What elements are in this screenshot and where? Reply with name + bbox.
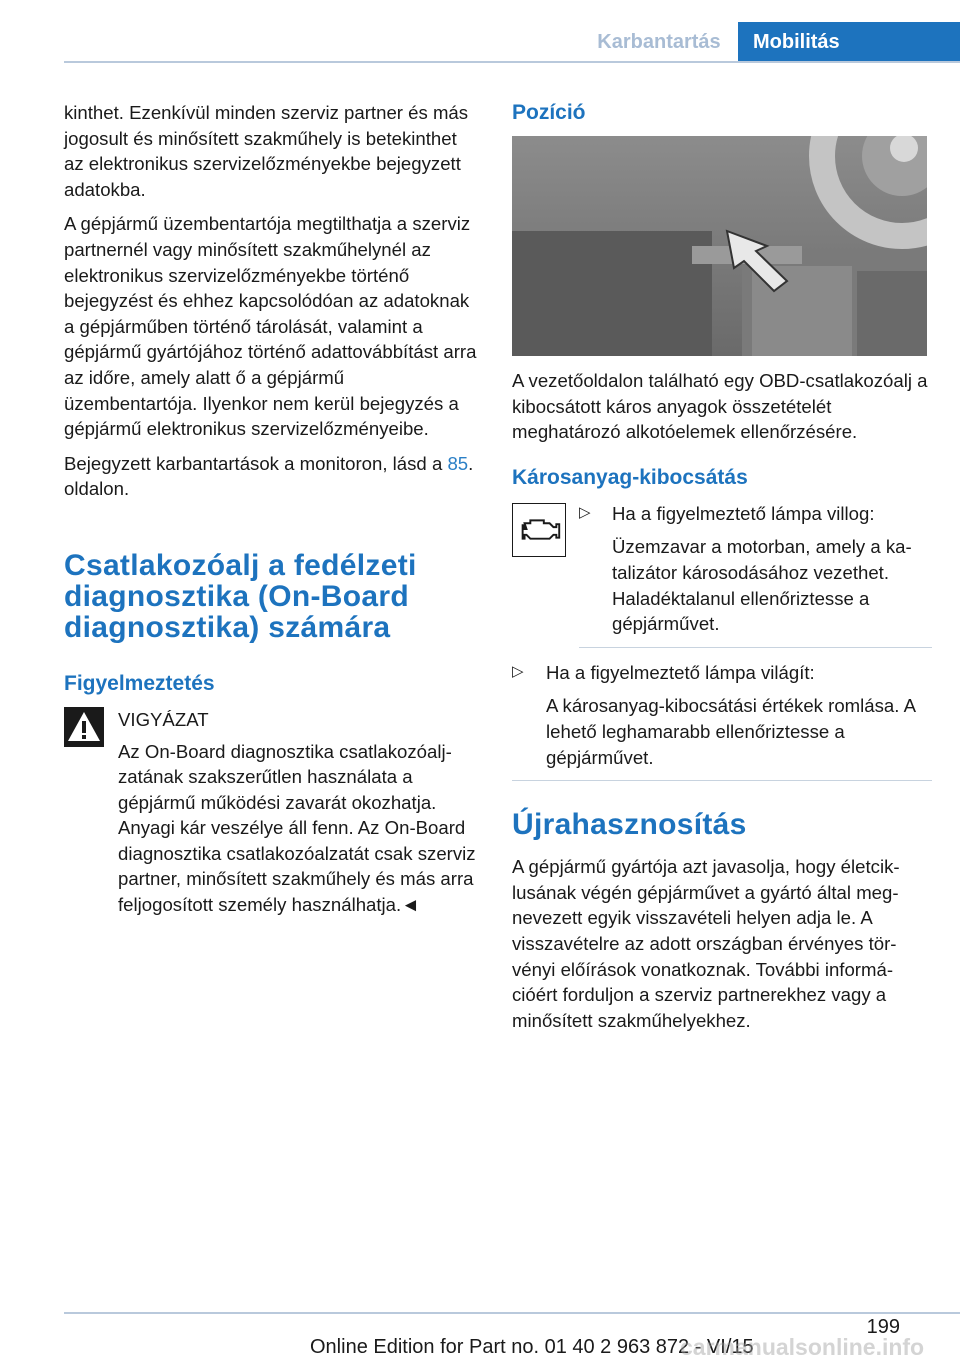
page-link[interactable]: 85 [447, 452, 469, 474]
paragraph-2: A gépjármű üzembentartója megtilthatja a szerviz partnernél vagy minősített szakműhelynél az elektronikus szervizelőzményekbe történő bejegyzést és ehhez kapcsolódóan az adatoknak a gépjárműben történő tárolását, valamint a gépjármű gyártójához történő adattovábbítást arra az időre, amely alatt ő a gépjármű üzembentartója. Ilyenkor nem kerül bejegyzés a gépjármű elektronikus szervizelőzményeibe. [64, 213, 477, 440]
photo-caption: A vezetőoldalon található egy OBD-csatlakozóalj a kibocsátott káros anyagok összetételét meghatározó alkotóelemek ellenőrzésére. [512, 370, 928, 443]
paragraph-3-text-b: . oldalon. [64, 452, 474, 500]
emissions-block [512, 501, 932, 660]
section-title-recycling: Újrahasznosítás [512, 808, 747, 842]
obd-location-photo [512, 136, 927, 356]
bullet-triangle-icon: ▷ [579, 503, 591, 521]
subsection-title-position: Pozíció [512, 101, 586, 124]
list-item [512, 660, 932, 781]
subsection-title-warning: Figyelmeztetés [64, 671, 215, 695]
edition-text: Online Edition for Part no. 01 40 2 963 872 - VI/15 [310, 1336, 754, 1358]
warning-triangle-icon [64, 707, 104, 747]
bullet-triangle-icon: ▷ [512, 662, 524, 680]
footer-rule [64, 1312, 960, 1314]
header-rule [64, 61, 960, 63]
warning-text: Az On-Board diagnosztika csatlakozóaljzatának szakszerűtlen használata a gépjármű működési zavarát okozhatja. Anyagi kár veszélye áll fenn. Az On-Board diagnosztika csatlakozóalzatát csak szerviz partner, minősített szakműhely és más arra feljogosított személy használhatja.◄ [118, 740, 476, 916]
item-2-text: A károsanyag-kibocsátási értékek romlása. A lehető leghamarabb ellenőriztesse a gépjárművet. [546, 695, 915, 768]
emissions-list [579, 501, 932, 660]
left-column [64, 100, 479, 927]
item-1-title: Ha a figyelmeztető lámpa villog: [612, 502, 875, 524]
tab-mobilitas[interactable]: Mobilitás [738, 22, 960, 63]
watermark: carmanualsonline.info [680, 1334, 925, 1360]
item-2-title: Ha a figyelmeztető lámpa világít: [546, 661, 815, 683]
list-item [579, 501, 932, 648]
warning-block [64, 707, 479, 918]
section-title-obd: Csatlakozóalj a fedélzeti diagnosztika (On-Board diagnosztika) számára [64, 548, 417, 644]
paragraph-3-text-a: Bejegyzett karbantartások a monitoron, lásd a [64, 452, 448, 474]
item-1-text: Üzemzavar a motorban, amely a katalizátor károsodásához vezethet. Haladéktalanul ellenőriztesse a gépjárművet. [612, 536, 912, 635]
warning-title: VIGYÁZAT [118, 708, 209, 730]
subsection-title-emissions: Károsanyag-kibocsátás [512, 465, 748, 489]
paragraph-3 [64, 451, 479, 502]
check-engine-icon [512, 503, 566, 557]
paragraph-1: kinthet. Ezenkívül minden szerviz partner és más jogosult és minősített szakműhely is betekinthet az elektronikus szervizelőzményekbe bejegyzett adatokba. [64, 102, 469, 200]
page-number: 199 [866, 1316, 900, 1338]
recycling-text: A gépjármű gyártója azt javasolja, hogy életciklusának végén gépjárművet a gyártó által megnevezett egyik visszavételi helyen adja le. A visszavételre az adott országban érvényes törvényi előírások vonatkoznak. További információért forduljon a szerviz partnerekhez vagy a minősített szakműhelyekhez. [512, 856, 900, 1031]
right-column [512, 100, 932, 1042]
tab-karbantartas[interactable]: Karbantartás [597, 30, 721, 53]
page-header [0, 0, 960, 62]
